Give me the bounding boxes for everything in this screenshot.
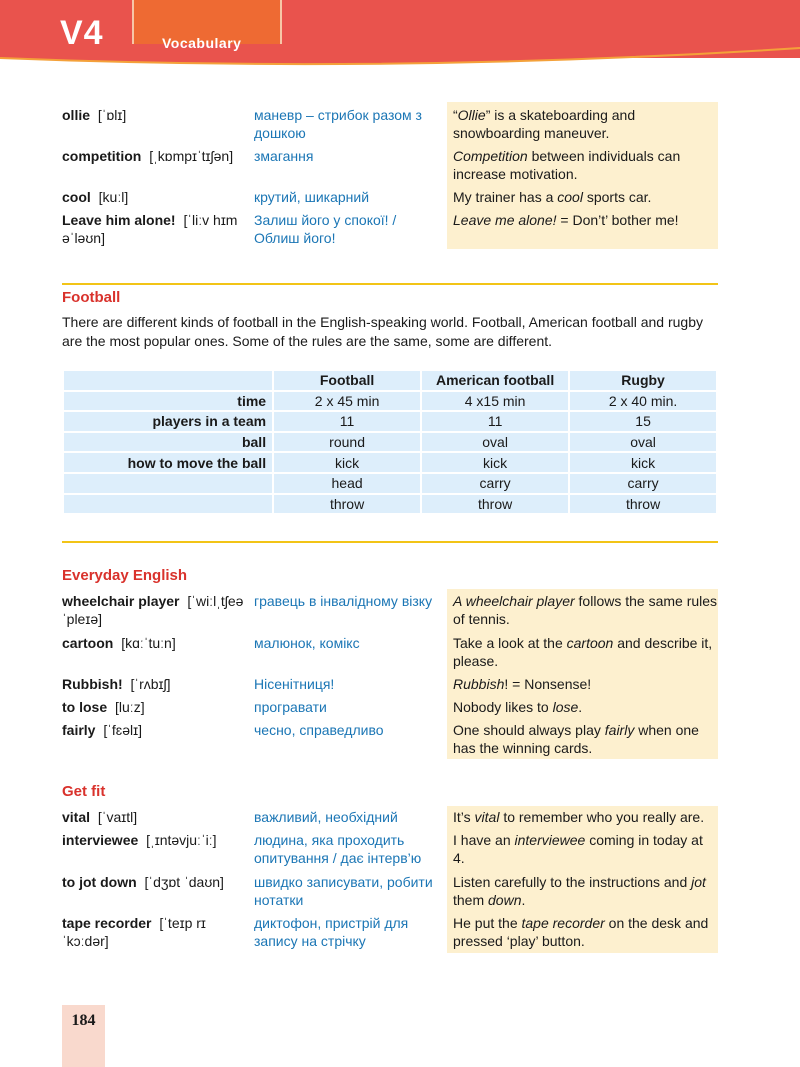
table-cell: oval	[421, 432, 569, 453]
table-row	[63, 473, 717, 494]
vocab-word: tape recorder	[62, 915, 152, 931]
vocab-term	[62, 147, 248, 165]
section-rule	[62, 541, 718, 543]
vocab-example: One should always play fairly when one has the winning cards.	[453, 722, 699, 756]
vocab-example: He put the tape recorder on the desk and pressed ‘play’ button.	[453, 915, 709, 949]
vocab-example: Competition between individuals can increase motivation.	[453, 148, 681, 182]
football-rules-table	[62, 369, 718, 515]
vocab-transcription: [ˈteɪp rɪˈkɔːdər]	[62, 915, 206, 949]
get-fit-heading: Get fit	[62, 783, 106, 800]
vocab-term	[62, 721, 248, 739]
vocab-translation: програвати	[254, 699, 327, 715]
vocab-term	[62, 106, 248, 124]
vocab-word: competition	[62, 148, 142, 164]
table-cell: carry	[569, 473, 717, 494]
vocab-transcription: [ˌkɒmpɪˈtɪʃən]	[149, 148, 234, 164]
vocab-example: “Ollie” is a skateboarding and snowboarding maneuver.	[453, 107, 636, 141]
row-label: how to move the ball	[63, 452, 273, 473]
vocab-word: vital	[62, 809, 91, 825]
vocab-translation: диктофон, пристрій для запису на стрічку	[254, 915, 409, 949]
vocab-translation: людина, яка проходить опитування / дає інтерв’ю	[254, 832, 422, 866]
vocab-translation: маневр – стрибок разом з дошкою	[254, 107, 422, 141]
vocab-word: interviewee	[62, 832, 139, 848]
row-label: ball	[63, 432, 273, 453]
table-cell: 11	[421, 411, 569, 432]
vocab-transcription: [ˈɒlɪ]	[97, 107, 127, 123]
column-header: Rugby	[569, 370, 717, 391]
table-cell: kick	[421, 452, 569, 473]
table-cell: kick	[569, 452, 717, 473]
vocab-example: I have an interviewee coming in today at 4.	[453, 832, 703, 866]
vocab-term	[62, 188, 248, 206]
table-row	[63, 452, 717, 473]
vocab-term	[62, 634, 248, 652]
vocab-translation: крутий, шикарний	[254, 189, 370, 205]
vocab-word: fairly	[62, 722, 96, 738]
vocab-translation: малюнок, комікс	[254, 635, 360, 651]
vocab-word: cartoon	[62, 635, 114, 651]
row-label	[63, 473, 273, 494]
table-cell: 4 x15 min	[421, 391, 569, 412]
football-intro: There are different kinds of football in the English-speaking world. Football, American football and rugby are the most popular ones. Some of the rules are the same, some are different.	[62, 314, 703, 349]
vocab-term	[62, 831, 248, 849]
table-cell: throw	[569, 494, 717, 515]
vocab-word: to lose	[62, 699, 108, 715]
table-cell: kick	[273, 452, 421, 473]
vocab-term	[62, 914, 248, 950]
vocab-example: Leave me alone! = Don’t’ bother me!	[453, 212, 679, 228]
everyday-english-heading: Everyday English	[62, 567, 188, 584]
table-header-row	[63, 370, 717, 391]
vocab-term	[62, 808, 248, 826]
table-cell: 2 x 40 min.	[569, 391, 717, 412]
table-row	[63, 432, 717, 453]
table-row	[63, 494, 717, 515]
vocab-translation: чесно, справедливо	[254, 722, 384, 738]
vocab-example: Listen carefully to the instructions and jot them down.	[453, 874, 706, 908]
table-cell: 11	[273, 411, 421, 432]
vocab-transcription: [ˈdʒɒt ˈdaʊn]	[144, 874, 224, 890]
vocab-transcription: [ˈvaɪtl]	[97, 809, 138, 825]
unit-label: V4	[60, 14, 104, 52]
vocab-transcription: [ˈliːv hɪm əˈləʊn]	[62, 212, 238, 246]
table-cell: throw	[273, 494, 421, 515]
vocab-translation: змагання	[254, 148, 314, 164]
vocab-term	[62, 592, 248, 628]
vocab-term	[62, 211, 248, 247]
vocab-word: Leave him alone!	[62, 212, 176, 228]
table-cell: 15	[569, 411, 717, 432]
table-cell: 2 x 45 min	[273, 391, 421, 412]
vocab-word: wheelchair player	[62, 593, 180, 609]
table-cell: oval	[569, 432, 717, 453]
vocab-translation: швидко записувати, робити нотатки	[254, 874, 433, 908]
section-label: Vocabulary	[162, 35, 242, 51]
row-label: time	[63, 391, 273, 412]
page-number: 184	[71, 1012, 96, 1029]
vocab-word: Rubbish!	[62, 676, 123, 692]
vocab-example: Take a look at the cartoon and describe it, please.	[453, 635, 713, 669]
vocab-word: to jot down	[62, 874, 137, 890]
vocab-translation: гравець в інвалідному візку	[254, 593, 433, 609]
vocab-term	[62, 675, 248, 693]
table-cell: head	[273, 473, 421, 494]
vocab-transcription: [ˌɪntəvjuːˈiː]	[146, 832, 217, 848]
section-rule	[62, 283, 718, 285]
vocab-word: ollie	[62, 107, 91, 123]
vocab-word: cool	[62, 189, 91, 205]
vocab-example: A wheelchair player follows the same rules of tennis.	[453, 593, 718, 627]
row-label: players in a team	[63, 411, 273, 432]
header-curve	[0, 44, 800, 74]
vocab-translation: важливий, необхідний	[254, 809, 398, 825]
vocab-translation: Нісенітниця!	[254, 676, 335, 692]
vocab-example: Nobody likes to lose.	[453, 699, 583, 715]
vocab-example: It’s vital to remember who you really are.	[453, 809, 705, 825]
vocab-term	[62, 698, 248, 716]
table-cell: throw	[421, 494, 569, 515]
vocab-example: Rubbish! = Nonsense!	[453, 676, 592, 692]
vocab-example: My trainer has a cool sports car.	[453, 189, 652, 205]
vocab-transcription: [kɑːˈtuːn]	[121, 635, 176, 651]
table-row	[63, 411, 717, 432]
vocab-transcription: [kuːl]	[98, 189, 129, 205]
table-cell: carry	[421, 473, 569, 494]
vocab-transcription: [ˈfɛəlɪ]	[103, 722, 142, 738]
vocab-transcription: [luːz]	[115, 699, 145, 715]
table-corner	[63, 370, 273, 391]
table-row	[63, 391, 717, 412]
football-heading: Football	[62, 289, 121, 306]
vocab-transcription: [ˈwiːlˌtʃeə ˈpleɪə]	[62, 593, 244, 627]
row-label	[63, 494, 273, 515]
vocab-term	[62, 873, 248, 891]
table-cell: round	[273, 432, 421, 453]
column-header: American football	[421, 370, 569, 391]
column-header: Football	[273, 370, 421, 391]
vocab-translation: Залиш його у спокої! / Облиш його!	[254, 212, 397, 246]
vocab-transcription: [ˈrʌbɪʃ]	[130, 676, 171, 692]
